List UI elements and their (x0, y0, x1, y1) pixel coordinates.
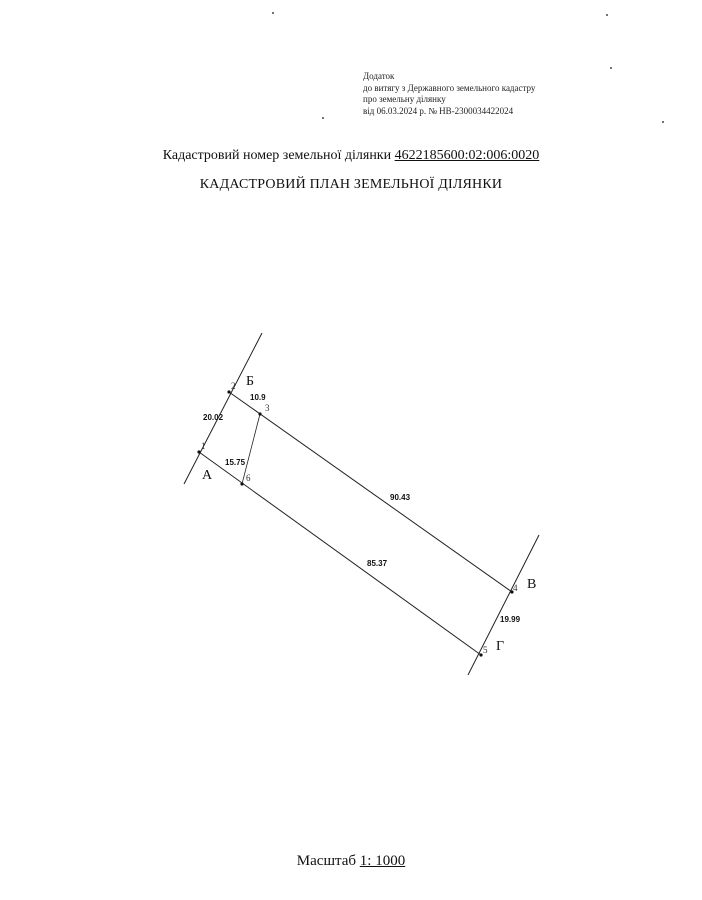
addendum-line: до витягу з Державного земельного кадастру (363, 82, 536, 93)
right-boundary-line (468, 535, 539, 675)
point-number-4: 4 (513, 583, 518, 593)
scan-speck (662, 121, 664, 123)
point-number-3: 3 (265, 403, 270, 413)
dimension-label-4-5: 19.99 (500, 615, 521, 624)
dimension-label-3-4: 90.43 (390, 493, 411, 502)
vertex-point-3 (258, 412, 261, 415)
edge-3-6 (242, 414, 260, 484)
point-number-2: 2 (231, 381, 236, 391)
scan-speck (606, 14, 608, 16)
cadastral-number-label: Кадастровий номер земельної ділянки (162, 148, 392, 163)
scan-speck (272, 12, 274, 14)
scan-speck (610, 67, 612, 69)
cadastral-number: 4622185600:02:006:0020 (394, 148, 540, 163)
dimension-label-1-2: 20.02 (203, 413, 224, 422)
scale-value: 1: 1000 (359, 853, 406, 869)
left-boundary-line (184, 333, 262, 484)
corner-label-g: Г (496, 639, 505, 654)
dimension-label-3-6: 15.75 (225, 458, 246, 467)
dimension-label-2-3: 10.9 (250, 393, 266, 402)
corner-label-b: Б (246, 374, 255, 389)
addendum-line: від 06.03.2024 р. № НВ-2300034422024 (363, 105, 514, 116)
vertex-point-6 (240, 482, 243, 485)
point-number-1: 1 (201, 441, 206, 451)
addendum-line: Додаток (363, 71, 395, 81)
corner-label-a: А (202, 468, 213, 483)
addendum-line: про земельну ділянку (363, 94, 446, 104)
point-number-5: 5 (483, 645, 488, 655)
scale-line (0, 853, 702, 870)
scan-speck (322, 117, 324, 119)
plan-title: КАДАСТРОВИЙ ПЛАН ЗЕМЕЛЬНОЇ ДІЛЯНКИ (199, 177, 503, 192)
dimension-label-6-5: 85.37 (367, 559, 388, 568)
corner-label-v: В (527, 577, 537, 592)
scale-label: Масштаб (296, 853, 357, 869)
point-number-6: 6 (246, 473, 251, 483)
edge-1-5 (199, 452, 481, 655)
